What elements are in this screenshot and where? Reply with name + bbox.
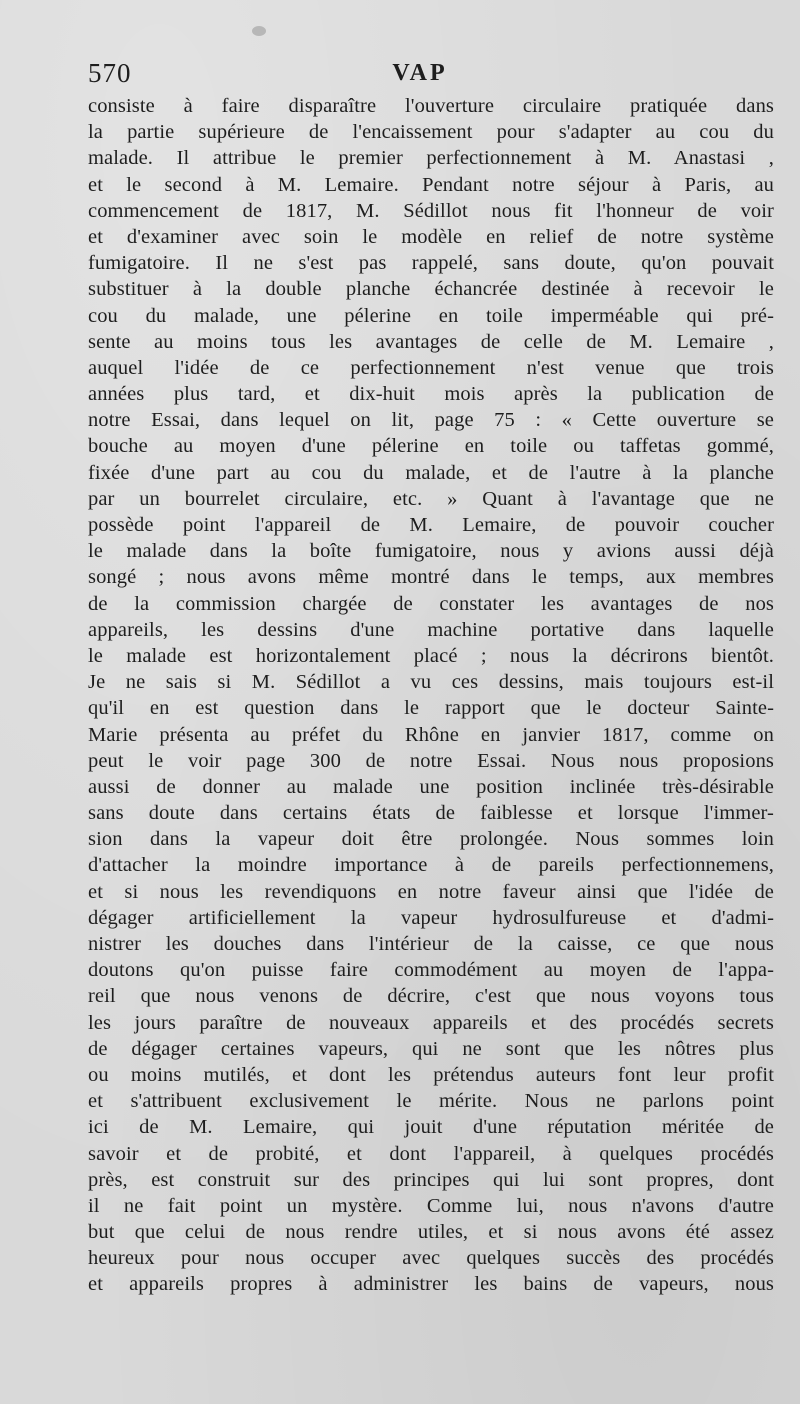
body-text (88, 93, 774, 1298)
text-line: de la commission chargée de constater les avantages de nos (88, 592, 774, 615)
text-line: les jours paraître de nouveaux appareils et des procédés secrets (88, 1011, 774, 1034)
text-line: de dégager certaines vapeurs, qui ne sont que les nôtres plus (88, 1037, 774, 1060)
text-line: il ne fait point un mystère. Comme lui, nous n'avons d'autre (88, 1194, 774, 1217)
text-line: but que celui de nous rendre utiles, et si nous avons été assez (88, 1221, 774, 1244)
text-line: songé ; nous avons même montré dans le temps, aux membres (88, 566, 774, 589)
text-line: qu'il en est question dans le rapport que le docteur Sainte- (88, 697, 774, 720)
text-line: sion dans la vapeur doit être prolongée. Nous sommes loin (88, 828, 774, 851)
page-number: 570 (88, 58, 132, 88)
text-line: nistrer les douches dans l'intérieur de la caisse, ce que nous (88, 933, 774, 955)
text-line: malade. Il attribue le premier perfectionnement à M. Anastasi , (88, 147, 774, 170)
text-line: fumigatoire. Il ne s'est pas rappelé, sans doute, qu'on pouvait (88, 252, 774, 275)
running-head: VAP (392, 60, 448, 86)
text-line: possède point l'appareil de M. Lemaire, de pouvoir coucher (88, 514, 774, 536)
text-line: d'attacher la moindre importance à de pareils perfectionnemens, (88, 854, 774, 877)
text-line: auquel l'idée de ce perfectionnement n'est venue que trois (88, 356, 774, 379)
text-line: peut le voir page 300 de notre Essai. Nous nous proposions (88, 749, 774, 772)
page-header (88, 58, 768, 94)
text-line: Je ne sais si M. Sédillot a vu ces dessins, mais toujours est-il (88, 671, 774, 694)
text-line: et d'examiner avec soin le modèle en relief de notre système (88, 225, 774, 248)
text-line: sente au moins tous les avantages de celle de M. Lemaire , (88, 330, 774, 353)
text-line: et appareils propres à administrer les bains de vapeurs, nous (88, 1273, 774, 1296)
text-line: bouche au moyen d'une pélerine en toile ou taffetas gommé, (88, 435, 774, 458)
text-line: années plus tard, et dix-huit mois après la publication de (88, 383, 774, 406)
text-line: substituer à la double planche échancrée destinée à recevoir le (88, 278, 774, 301)
text-line: heureux pour nous occuper avec quelques succès des procédés (88, 1247, 774, 1270)
text-line: ou moins mutilés, et dont les prétendus auteurs font leur profit (88, 1063, 774, 1086)
text-line: fixée d'une part au cou du malade, et de l'autre à la planche (88, 461, 774, 484)
text-line: doutons qu'on puisse faire commodément au moyen de l'appa- (88, 959, 774, 982)
text-line: et si nous les revendiquons en notre faveur ainsi que l'idée de (88, 880, 774, 903)
text-line: Marie présenta au préfet du Rhône en janvier 1817, comme on (88, 723, 774, 746)
text-line: près, est construit sur des principes qui lui sont propres, dont (88, 1168, 774, 1191)
text-line: ici de M. Lemaire, qui jouit d'une réputation méritée de (88, 1116, 774, 1139)
text-line: reil que nous venons de décrire, c'est que nous voyons tous (88, 985, 774, 1008)
ink-smudge (252, 26, 266, 36)
text-line: le malade dans la boîte fumigatoire, nous y avions aussi déjà (88, 540, 774, 563)
text-line: appareils, les dessins d'une machine portative dans laquelle (88, 618, 774, 641)
text-line: notre Essai, dans lequel on lit, page 75 : « Cette ouverture se (88, 409, 774, 432)
text-line: dégager artificiellement la vapeur hydrosulfureuse et d'admi- (88, 906, 774, 929)
text-line: commencement de 1817, M. Sédillot nous fit l'honneur de voir (88, 199, 774, 222)
text-line: la partie supérieure de l'encaissement pour s'adapter au cou du (88, 121, 774, 144)
text-line: le malade est horizontalement placé ; nous la décrirons bientôt. (88, 644, 774, 667)
text-line: savoir et de probité, et dont l'appareil, à quelques procédés (88, 1142, 774, 1165)
text-line: cou du malade, une pélerine en toile imperméable qui pré- (88, 304, 774, 327)
text-line: consiste à faire disparaître l'ouverture circulaire pratiquée dans (88, 95, 774, 117)
text-line: sans doute dans certains états de faiblesse et lorsque l'immer- (88, 802, 774, 825)
text-line: aussi de donner au malade une position inclinée très-désirable (88, 775, 774, 798)
text-line: et le second à M. Lemaire. Pendant notre séjour à Paris, au (88, 173, 774, 196)
text-line: par un bourrelet circulaire, etc. » Quant à l'avantage que ne (88, 487, 774, 510)
text-line: et s'attribuent exclusivement le mérite. Nous ne parlons point (88, 1090, 774, 1113)
